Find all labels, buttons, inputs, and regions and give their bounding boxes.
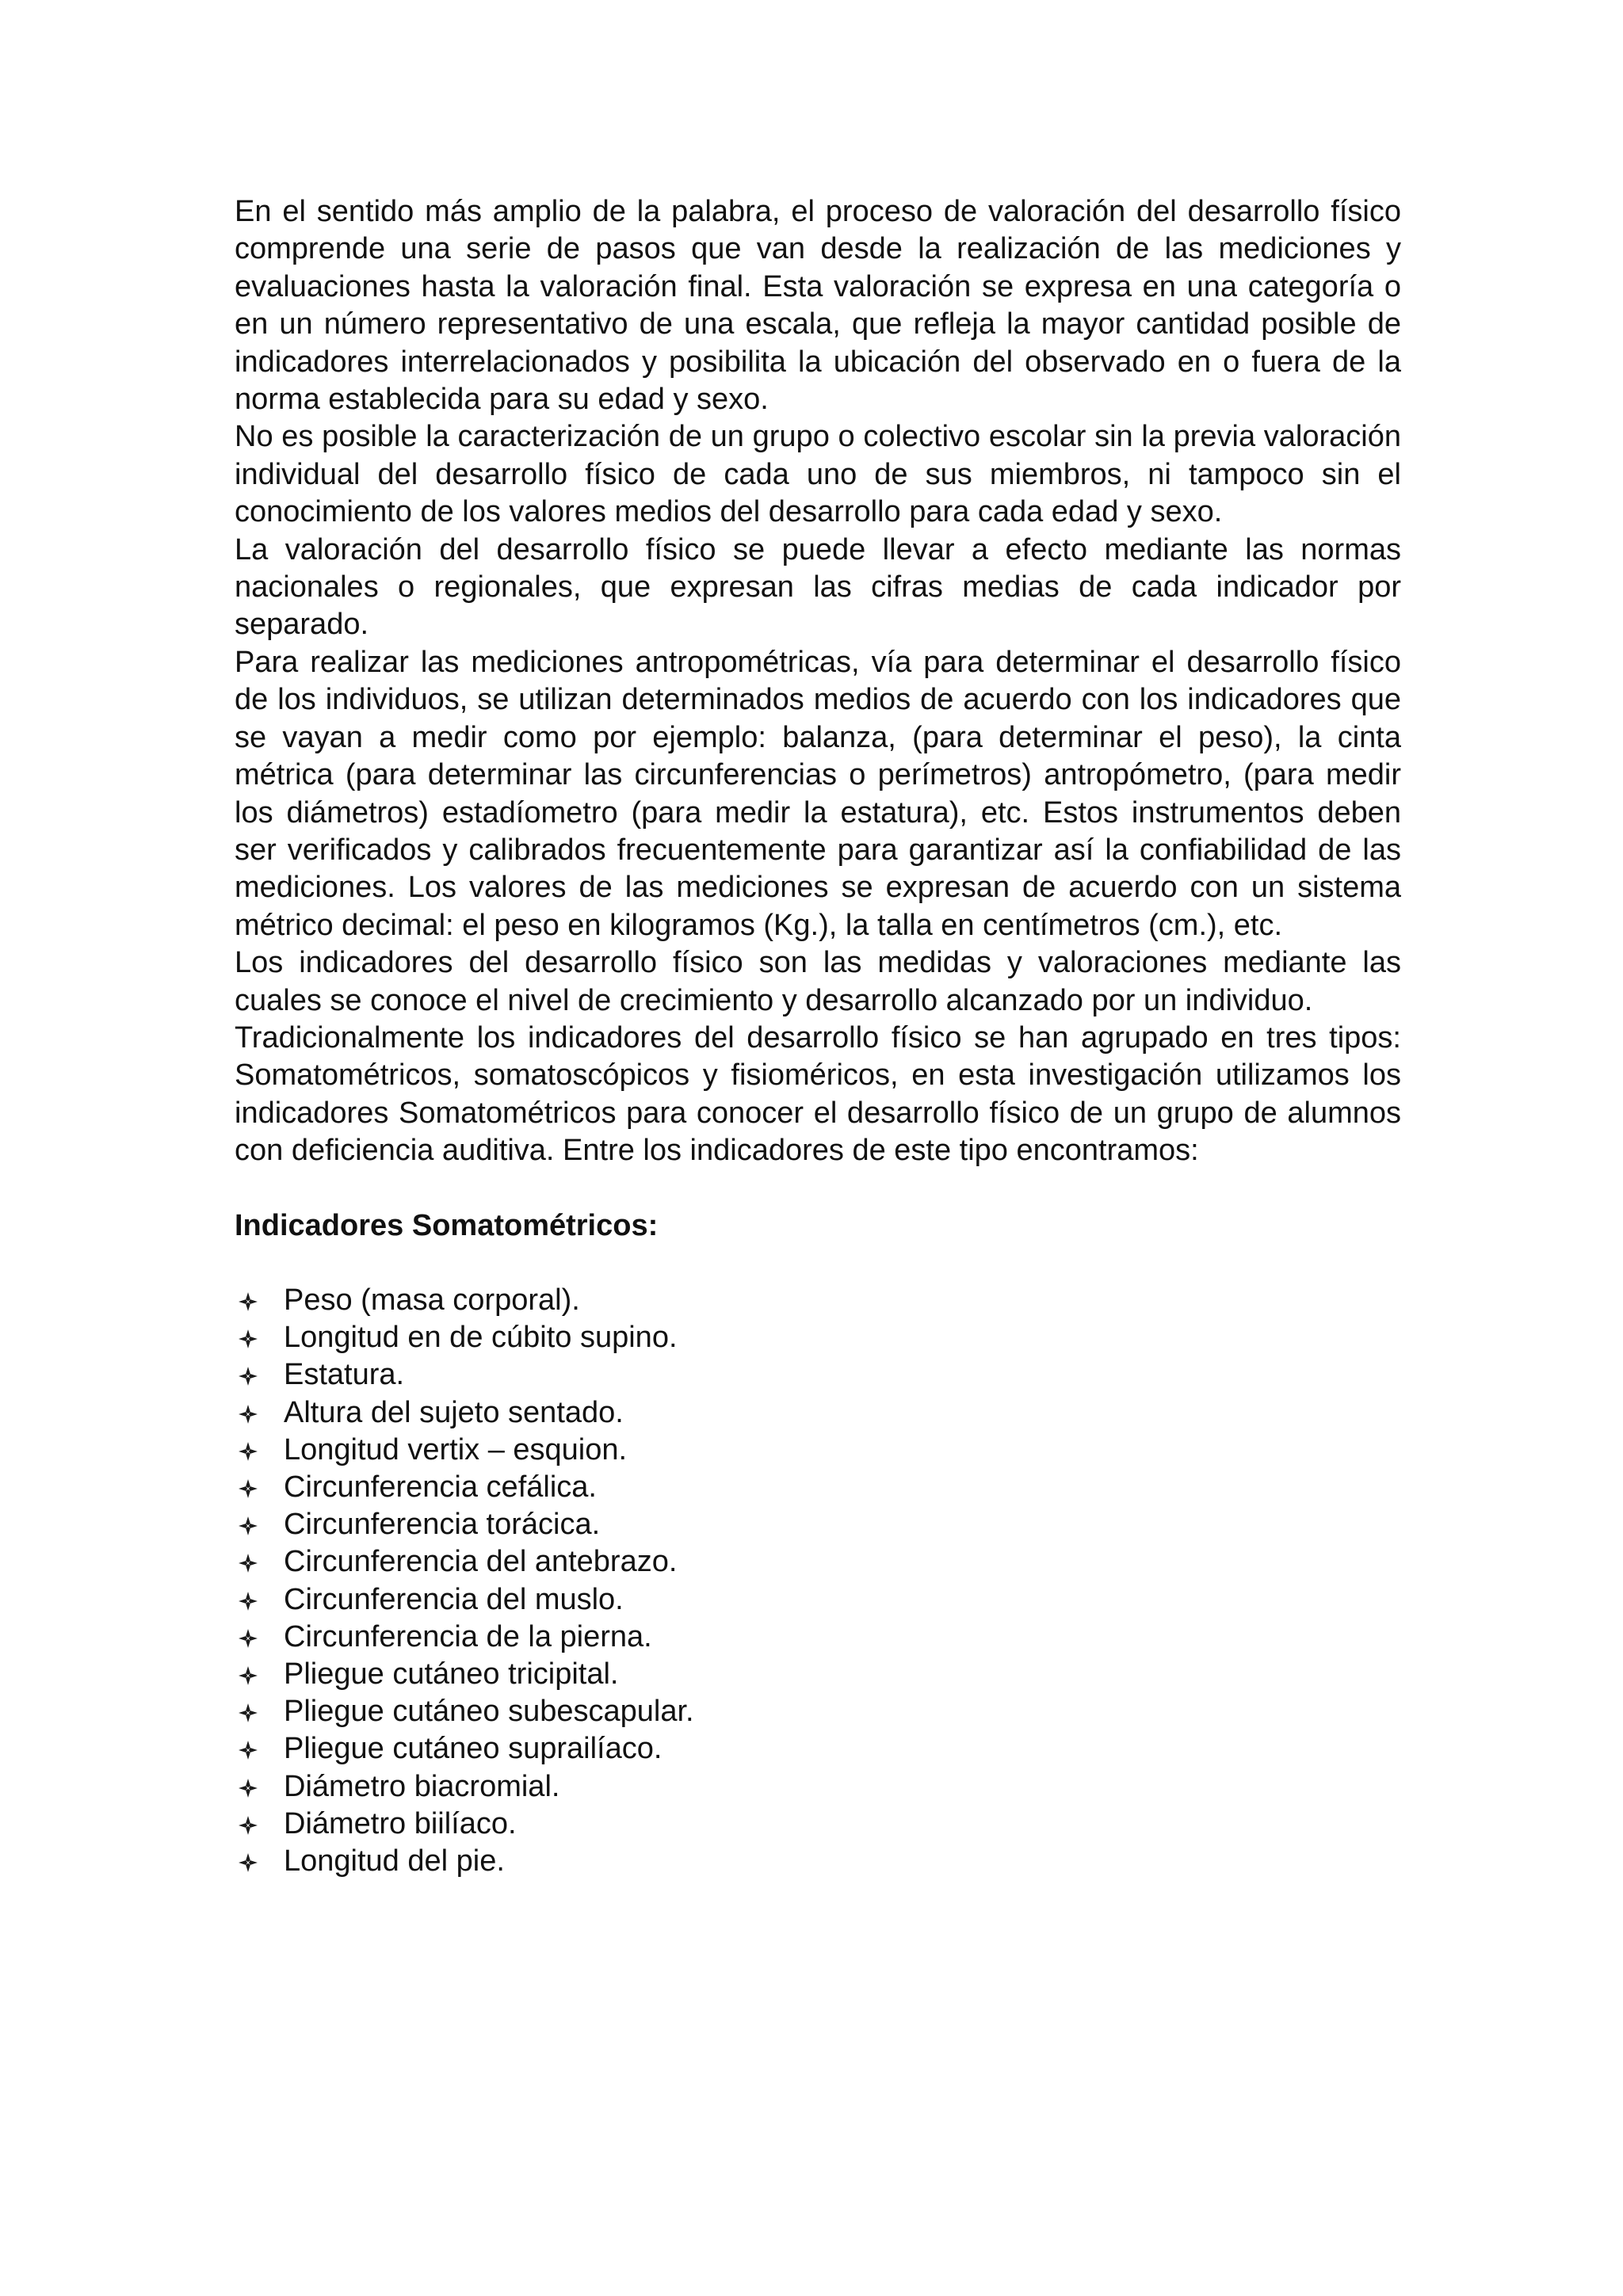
list-item [235,1394,1401,1432]
four-petal-diamond-icon [235,1319,262,1356]
list-item [235,1506,1401,1543]
four-petal-diamond-icon [235,1356,262,1394]
four-petal-diamond-icon [235,1581,262,1619]
blank-line [235,1245,1401,1282]
list-item [235,1581,1401,1619]
four-petal-diamond-icon [235,1543,262,1581]
list-item-text: Circunferencia del antebrazo. [284,1545,678,1579]
four-petal-diamond-icon [235,1730,262,1768]
list-item-text: Pliegue cutáneo tricipital. [284,1657,619,1691]
list-item-text: Pliegue cutáneo subescapular. [284,1695,694,1729]
blank-line [235,1170,1401,1207]
list-item [235,1768,1401,1806]
paragraph: Los indicadores del desarrollo físico son las medidas y valoraciones mediante las cuales se conoce el nivel de crecimiento y desarrollo alcanzado por un individuo. [235,946,1401,1017]
list-item [235,1356,1401,1394]
list-item-text: Pliegue cutáneo suprailíaco. [284,1732,663,1766]
paragraph: En el sentido más amplio de la palabra, el proceso de valoración del desarrollo físico comprende una serie de pasos que van desde la realización de las mediciones y evaluaciones hasta la valoración final. Esta valoración se expresa en una categoría o en un número representativo de una escala, que refleja la mayor cantidad posible de indicadores interrelacionados y posibilita la ubicación del observado en o fuera de la norma establecida para su edad y sexo. [235,195,1401,417]
list-item-text: Altura del sujeto sentado. [284,1395,624,1429]
indicator-list [235,1282,1401,1880]
list-item [235,1543,1401,1581]
four-petal-diamond-icon [235,1282,262,1319]
list-item [235,1282,1401,1319]
four-petal-diamond-icon [235,1469,262,1506]
four-petal-diamond-icon [235,1619,262,1656]
list-item [235,1469,1401,1506]
four-petal-diamond-icon [235,1432,262,1469]
list-item [235,1730,1401,1768]
list-item [235,1693,1401,1730]
list-item-text: Longitud vertix – esquion. [284,1432,628,1466]
list-item-text: Circunferencia de la pierna. [284,1619,652,1653]
four-petal-diamond-icon [235,1394,262,1432]
list-item-text: Diámetro biilíaco. [284,1806,517,1840]
list-item [235,1619,1401,1656]
document-page [235,193,1401,1880]
list-item [235,1806,1401,1843]
four-petal-diamond-icon [235,1656,262,1693]
list-item [235,1319,1401,1356]
list-item-text: Circunferencia torácica. [284,1508,601,1542]
paragraph: Tradicionalmente los indicadores del desarrollo físico se han agrupado en tres tipos: Somatométricos, somatoscópicos y fisioméricos, en esta investigación utilizamos los indicadores Somatométricos para conocer el desarrollo físico de un grupo de alumnos con deficiencia auditiva. Entre los indicadores de este tipo encontramos: [235,1020,1401,1168]
list-item-text: Estatura. [284,1358,405,1392]
list-item-text: Longitud en de cúbito supino. [284,1321,678,1355]
list-item-text: Circunferencia cefálica. [284,1470,597,1504]
paragraph: Para realizar las mediciones antropométricas, vía para determinar el desarrollo físico de los individuos, se utilizan determinados medios de acuerdo con los indicadores que se vayan a medir como por ejemplo: balanza, (para determinar el peso), la cinta métrica (para determinar las circunferencias o perímetros) antropómetro, (para medir los diámetros) estadíometro (para medir la estatura), etc. Estos instrumentos deben ser verificados y calibrados frecuentemente para garantizar así la confiabilidad de las mediciones. Los valores de las mediciones se expresan de acuerdo con un sistema métrico decimal: el peso en kilogramos (Kg.), la talla en centímetros (cm.), etc. [235,645,1401,942]
list-item-text: Peso (masa corporal). [284,1283,580,1317]
list-item [235,1843,1401,1880]
four-petal-diamond-icon [235,1506,262,1543]
list-item-text: Diámetro biacromial. [284,1769,560,1803]
four-petal-diamond-icon [235,1843,262,1880]
paragraph: La valoración del desarrollo físico se puede llevar a efecto mediante las normas nacionales o regionales, que expresan las cifras medias de cada indicador por separado. [235,532,1401,642]
list-item-text: Longitud del pie. [284,1844,505,1878]
four-petal-diamond-icon [235,1768,262,1806]
paragraph: No es posible la caracterización de un grupo o colectivo escolar sin la previa valoración individual del desarrollo físico de cada uno de sus miembros, ni tampoco sin el conocimiento de los valores medios del desarrollo para cada edad y sexo. [235,420,1401,529]
list-item [235,1432,1401,1469]
four-petal-diamond-icon [235,1806,262,1843]
four-petal-diamond-icon [235,1693,262,1730]
section-heading: Indicadores Somatométricos: [235,1208,659,1242]
list-item [235,1656,1401,1693]
list-item-text: Circunferencia del muslo. [284,1582,624,1616]
